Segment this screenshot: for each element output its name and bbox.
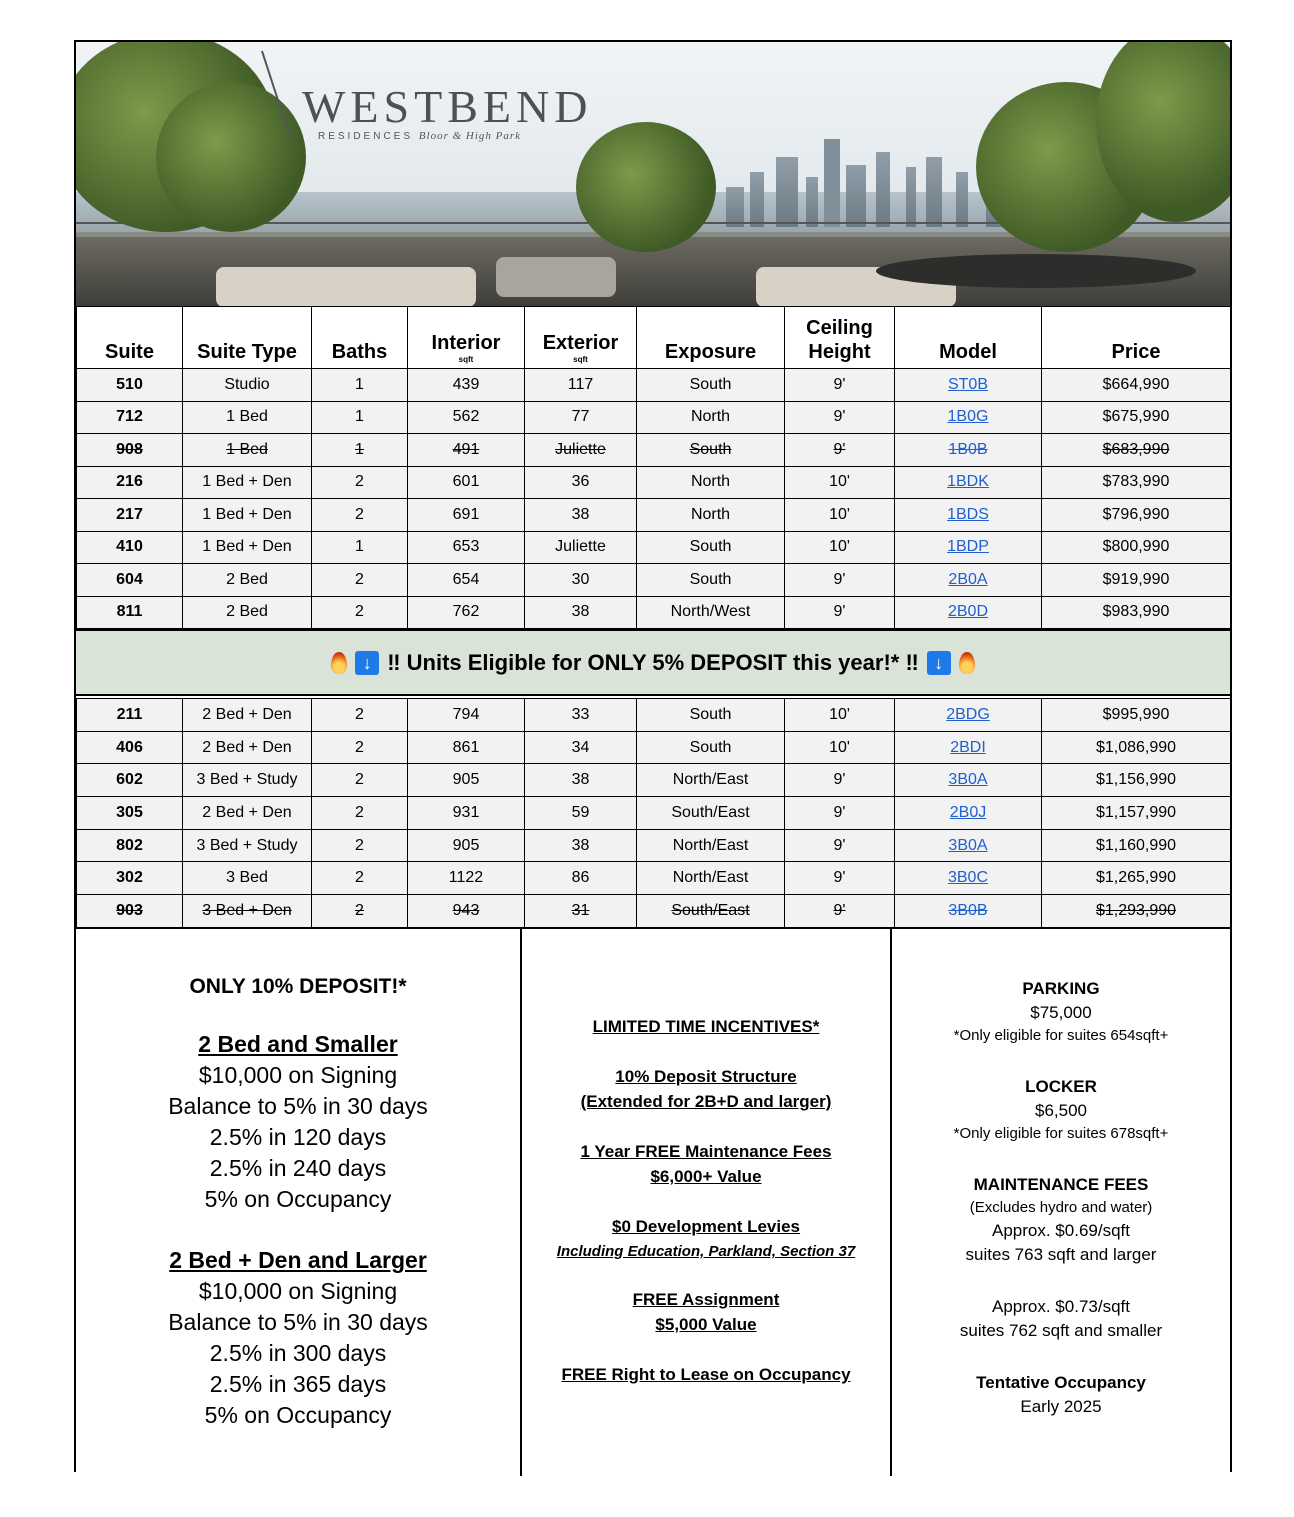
cell-baths: 2 (312, 895, 408, 928)
cell-type: Studio (183, 369, 312, 402)
cell-exposure: South (637, 564, 785, 597)
table-row (77, 401, 1231, 434)
model-link[interactable]: 1B0B (948, 440, 988, 458)
cell-type: 2 Bed + Den (183, 731, 312, 764)
cell-price: $783,990 (1042, 466, 1231, 499)
deposit-line: 2.5% in 240 days (209, 1155, 387, 1181)
maintenance-rate: Approx. $0.69/sqft (992, 1221, 1130, 1240)
model-link[interactable]: ST0B (947, 375, 988, 393)
cell-exterior: 33 (525, 699, 637, 732)
cell-baths: 1 (312, 434, 408, 467)
col-suite: Suite (77, 307, 183, 369)
incentive-lease: FREE Right to Lease on Occupancy (561, 1365, 851, 1384)
deposit-line: 2.5% in 365 days (209, 1371, 387, 1397)
cell-model (895, 401, 1042, 434)
deposit-banner (76, 628, 1230, 696)
cell-type: 1 Bed + Den (183, 499, 312, 532)
units-table-eligible (76, 698, 1231, 928)
cell-exposure: North (637, 499, 785, 532)
cell-baths: 2 (312, 862, 408, 895)
cell-baths: 2 (312, 564, 408, 597)
deposit-line: $10,000 on Signing (198, 1278, 398, 1304)
cell-interior: 905 (408, 829, 525, 862)
cell-baths: 2 (312, 466, 408, 499)
cell-suite: 410 (77, 531, 183, 564)
col-ceiling: Ceiling Height (785, 307, 895, 369)
cell-model (895, 596, 1042, 629)
cell-ceiling: 9' (785, 596, 895, 629)
deposit-small-title: 2 Bed and Smaller (198, 1031, 398, 1057)
cell-exterior: 36 (525, 466, 637, 499)
cell-suite: 406 (77, 731, 183, 764)
parking-note: *Only eligible for suites 654sqft+ (953, 1027, 1169, 1044)
table-row (77, 895, 1231, 928)
incentive-levies-note: Including Education, Parkland, Section 37 (556, 1243, 856, 1260)
cell-interior: 562 (408, 401, 525, 434)
table-row (77, 531, 1231, 564)
cell-price: $683,990 (1042, 434, 1231, 467)
cell-ceiling: 9' (785, 895, 895, 928)
cell-model (895, 797, 1042, 830)
cell-exposure: South (637, 699, 785, 732)
cell-suite: 811 (77, 596, 183, 629)
incentive-maintenance-value: $6,000+ Value (650, 1167, 762, 1186)
cell-interior: 1122 (408, 862, 525, 895)
cell-type: 3 Bed (183, 862, 312, 895)
cell-interior: 654 (408, 564, 525, 597)
incentive-deposit-note: (Extended for 2B+D and larger) (580, 1092, 832, 1111)
cell-ceiling: 9' (785, 797, 895, 830)
cell-interior: 861 (408, 731, 525, 764)
model-link[interactable]: 1BDP (947, 538, 989, 556)
cell-price: $1,160,990 (1042, 829, 1231, 862)
cell-ceiling: 9' (785, 401, 895, 434)
table-row (77, 764, 1231, 797)
cell-baths: 2 (312, 764, 408, 797)
cell-interior: 691 (408, 499, 525, 532)
locker-title: LOCKER (1025, 1077, 1097, 1096)
cell-suite: 302 (77, 862, 183, 895)
cell-price: $983,990 (1042, 596, 1231, 629)
cell-exposure: North/East (637, 829, 785, 862)
cell-exterior: 38 (525, 499, 637, 532)
hero-image: WESTBEND RESIDENCES Bloor & High Park (76, 42, 1230, 306)
cell-model (895, 699, 1042, 732)
cell-type: 2 Bed + Den (183, 699, 312, 732)
cell-exterior: 117 (525, 369, 637, 402)
table-row (77, 466, 1231, 499)
cell-type: 1 Bed (183, 401, 312, 434)
cell-model (895, 369, 1042, 402)
price-sheet (74, 40, 1232, 1472)
col-suite-type: Suite Type (183, 307, 312, 369)
units-table (76, 306, 1231, 629)
model-link[interactable]: 1BDK (947, 473, 989, 491)
col-interior: Interior sqft (408, 307, 525, 369)
cell-suite: 712 (77, 401, 183, 434)
locker-note: *Only eligible for suites 678sqft+ (953, 1125, 1169, 1142)
cell-price: $1,086,990 (1042, 731, 1231, 764)
cell-model (895, 531, 1042, 564)
occupancy-title: Tentative Occupancy (976, 1373, 1146, 1392)
cell-interior: 491 (408, 434, 525, 467)
cell-exposure: North/West (637, 596, 785, 629)
cell-model (895, 434, 1042, 467)
incentive-deposit: 10% Deposit Structure (615, 1067, 797, 1086)
col-model: Model (895, 307, 1042, 369)
maintenance-note: (Excludes hydro and water) (969, 1199, 1153, 1216)
cell-ceiling: 9' (785, 829, 895, 862)
cell-suite: 604 (77, 564, 183, 597)
table-row (77, 434, 1231, 467)
cell-model (895, 731, 1042, 764)
table-row (77, 829, 1231, 862)
deposit-line: $10,000 on Signing (198, 1062, 398, 1088)
cell-exterior: 38 (525, 764, 637, 797)
incentive-assignment-value: $5,000 Value (655, 1315, 757, 1334)
cell-price: $800,990 (1042, 531, 1231, 564)
cell-type: 2 Bed (183, 564, 312, 597)
cell-baths: 2 (312, 797, 408, 830)
cell-model (895, 829, 1042, 862)
cell-suite: 216 (77, 466, 183, 499)
model-link[interactable]: 2BDI (950, 738, 986, 756)
cell-exposure: South/East (637, 797, 785, 830)
cell-type: 2 Bed + Den (183, 797, 312, 830)
cell-exterior: Juliette (525, 434, 637, 467)
cell-exterior: 86 (525, 862, 637, 895)
cell-model (895, 862, 1042, 895)
cell-baths: 2 (312, 731, 408, 764)
deposit-large-title: 2 Bed + Den and Larger (169, 1247, 427, 1273)
deposit-panel (76, 929, 522, 1476)
cell-suite: 908 (77, 434, 183, 467)
model-link[interactable]: 3B0A (948, 771, 988, 789)
cell-exposure: South/East (637, 895, 785, 928)
model-link[interactable]: 1BDS (947, 505, 989, 523)
fire-icon (959, 652, 975, 674)
fire-icon (331, 652, 347, 674)
cell-suite: 217 (77, 499, 183, 532)
cell-exposure: South (637, 434, 785, 467)
incentive-maintenance: 1 Year FREE Maintenance Fees (580, 1142, 832, 1161)
cell-price: $1,156,990 (1042, 764, 1231, 797)
col-exterior: Exterior sqft (525, 307, 637, 369)
cell-exposure: North/East (637, 862, 785, 895)
cell-model (895, 466, 1042, 499)
cell-baths: 1 (312, 401, 408, 434)
cell-type: 3 Bed + Den (183, 895, 312, 928)
cell-suite: 510 (77, 369, 183, 402)
cell-model (895, 499, 1042, 532)
maintenance-title: MAINTENANCE FEES (973, 1175, 1149, 1194)
cell-price: $664,990 (1042, 369, 1231, 402)
cell-exterior: 30 (525, 564, 637, 597)
cell-type: 1 Bed (183, 434, 312, 467)
model-link[interactable]: 2B0D (947, 603, 989, 621)
incentives-panel (522, 929, 892, 1476)
cell-exposure: North (637, 401, 785, 434)
model-link[interactable]: 3B0B (948, 901, 988, 919)
model-link[interactable]: 2B0A (948, 570, 988, 588)
cell-exposure: South (637, 731, 785, 764)
cell-ceiling: 9' (785, 369, 895, 402)
locker-price: $6,500 (1035, 1101, 1087, 1120)
table-row (77, 596, 1231, 629)
cell-baths: 2 (312, 596, 408, 629)
cell-price: $1,293,990 (1042, 895, 1231, 928)
cell-ceiling: 9' (785, 564, 895, 597)
cell-ceiling: 9' (785, 862, 895, 895)
cell-ceiling: 10' (785, 531, 895, 564)
cell-price: $1,265,990 (1042, 862, 1231, 895)
cell-model (895, 764, 1042, 797)
cell-ceiling: 9' (785, 764, 895, 797)
table-row (77, 699, 1231, 732)
col-baths: Baths (312, 307, 408, 369)
table-row (77, 797, 1231, 830)
banner-text: ‼ Units Eligible for ONLY 5% DEPOSIT this year!* ‼ (387, 649, 919, 675)
cell-interior: 794 (408, 699, 525, 732)
cell-type: 3 Bed + Study (183, 829, 312, 862)
cell-type: 1 Bed + Den (183, 531, 312, 564)
table-row (77, 564, 1231, 597)
cell-suite: 305 (77, 797, 183, 830)
down-arrow-icon: ↓ (927, 651, 951, 675)
parking-price: $75,000 (1030, 1003, 1092, 1022)
cell-ceiling: 10' (785, 699, 895, 732)
table-row (77, 369, 1231, 402)
cell-exposure: South (637, 369, 785, 402)
cell-exterior: 34 (525, 731, 637, 764)
incentives-title: LIMITED TIME INCENTIVES* (592, 1017, 820, 1036)
model-link[interactable]: 3B0C (947, 869, 989, 887)
cell-type: 3 Bed + Study (183, 764, 312, 797)
cell-exterior: 59 (525, 797, 637, 830)
cell-interior: 943 (408, 895, 525, 928)
cell-price: $675,990 (1042, 401, 1231, 434)
deposit-line: Balance to 5% in 30 days (168, 1309, 428, 1335)
table-row (77, 731, 1231, 764)
cell-price: $796,990 (1042, 499, 1231, 532)
deposit-line: 2.5% in 300 days (209, 1340, 387, 1366)
cell-interior: 601 (408, 466, 525, 499)
down-arrow-icon: ↓ (355, 651, 379, 675)
cell-exterior: 77 (525, 401, 637, 434)
incentive-assignment: FREE Assignment (632, 1290, 780, 1309)
cell-price: $1,157,990 (1042, 797, 1231, 830)
cell-suite: 802 (77, 829, 183, 862)
cell-model (895, 564, 1042, 597)
cell-baths: 1 (312, 531, 408, 564)
cell-baths: 2 (312, 499, 408, 532)
cell-suite: 903 (77, 895, 183, 928)
cell-exposure: South (637, 531, 785, 564)
incentive-levies: $0 Development Levies (611, 1217, 801, 1236)
cell-exterior: 38 (525, 596, 637, 629)
cell-baths: 2 (312, 699, 408, 732)
deposit-line: 5% on Occupancy (204, 1186, 392, 1212)
cell-baths: 2 (312, 829, 408, 862)
model-link[interactable]: 3B0A (948, 836, 988, 854)
deposit-heading: ONLY 10% DEPOSIT!* (189, 975, 407, 998)
info-panels (76, 927, 1230, 1476)
cell-ceiling: 10' (785, 466, 895, 499)
cell-interior: 439 (408, 369, 525, 402)
cell-exterior: Juliette (525, 531, 637, 564)
cell-ceiling: 10' (785, 499, 895, 532)
deposit-line: 5% on Occupancy (204, 1402, 392, 1428)
occupancy-date: Early 2025 (1020, 1397, 1102, 1416)
cell-price: $919,990 (1042, 564, 1231, 597)
model-link[interactable]: 2B0J (949, 803, 987, 821)
cell-interior: 762 (408, 596, 525, 629)
cell-model (895, 895, 1042, 928)
model-link[interactable]: 1B0G (947, 408, 989, 426)
cell-suite: 211 (77, 699, 183, 732)
header-row (77, 307, 1231, 369)
col-price: Price (1042, 307, 1231, 369)
cell-exterior: 31 (525, 895, 637, 928)
cell-type: 2 Bed (183, 596, 312, 629)
extras-panel (892, 929, 1230, 1476)
cell-interior: 905 (408, 764, 525, 797)
deposit-line: 2.5% in 120 days (209, 1124, 387, 1150)
maintenance-size: suites 763 sqft and larger (965, 1245, 1157, 1264)
cell-type: 1 Bed + Den (183, 466, 312, 499)
cell-exposure: North (637, 466, 785, 499)
model-link[interactable]: 2BDG (946, 705, 990, 723)
table-row (77, 862, 1231, 895)
cell-suite: 602 (77, 764, 183, 797)
cell-interior: 653 (408, 531, 525, 564)
cell-interior: 931 (408, 797, 525, 830)
cell-ceiling: 10' (785, 731, 895, 764)
cell-exposure: North/East (637, 764, 785, 797)
cell-baths: 1 (312, 369, 408, 402)
deposit-line: Balance to 5% in 30 days (168, 1093, 428, 1119)
maintenance-size: suites 762 sqft and smaller (959, 1321, 1163, 1340)
table-row (77, 499, 1231, 532)
cell-price: $995,990 (1042, 699, 1231, 732)
maintenance-rate: Approx. $0.73/sqft (992, 1297, 1130, 1316)
cell-ceiling: 9' (785, 434, 895, 467)
parking-title: PARKING (1022, 979, 1100, 998)
cell-exterior: 38 (525, 829, 637, 862)
col-exposure: Exposure (637, 307, 785, 369)
